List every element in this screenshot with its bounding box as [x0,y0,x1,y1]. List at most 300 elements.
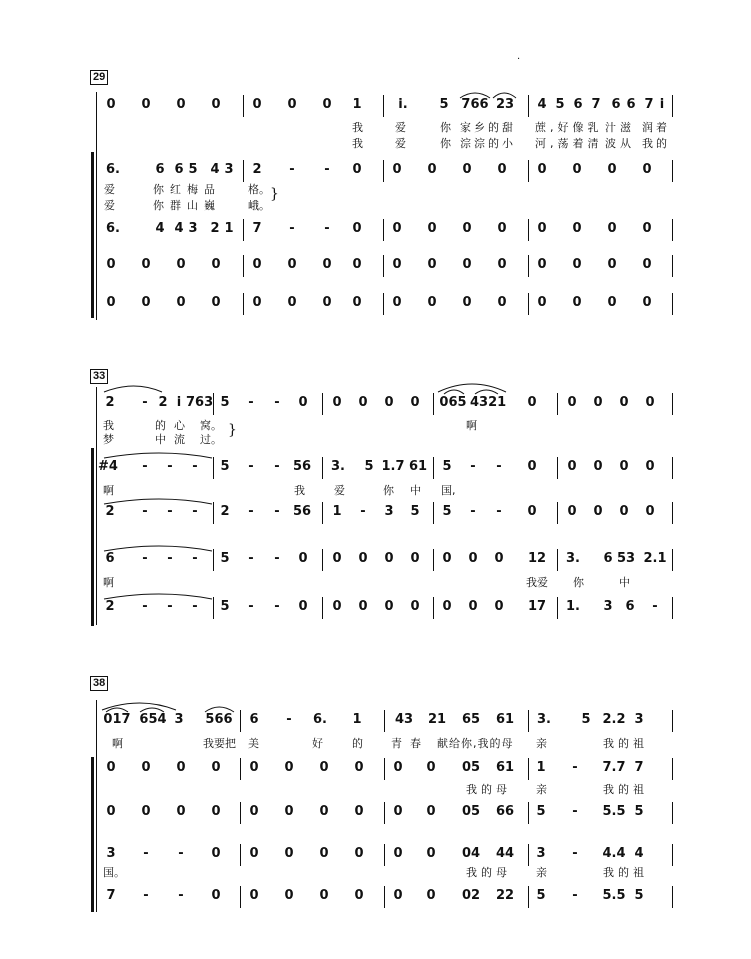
slur [0,696,751,720]
barline [383,255,384,277]
note: 4 [210,162,220,177]
lyric: 你 [440,121,451,134]
note: - [192,599,198,614]
note: - [572,888,578,903]
barline [243,219,244,241]
note: 0 [537,295,547,310]
note: 6 [105,551,115,566]
lyric-line [0,866,751,882]
lyric: 河,荡着清 [535,137,603,150]
lyric: 好 [312,737,323,750]
lyric: 的 [352,737,363,750]
note: 0 [384,395,394,410]
note: - [248,459,254,474]
note: 0 [527,395,537,410]
measure-number: 33 [90,369,108,384]
barline [528,886,529,908]
note: 0 [287,295,297,310]
note: 0 [468,599,478,614]
note: 0 [645,395,655,410]
note: 6 [603,551,613,566]
note: - [178,888,184,903]
lyric: 我的母 [466,866,511,879]
barline [672,219,673,241]
note: 017 [103,712,131,727]
lyric: 蔗,好像乳 [535,121,603,134]
note: - [470,504,476,519]
note: 0 [462,221,472,236]
note: 5 [634,804,644,819]
note: 0 [619,395,629,410]
note: 0 [211,760,221,775]
lyric: 我的祖 [603,866,648,879]
note: 0 [332,395,342,410]
note: 0 [527,459,537,474]
note: 0 [176,295,186,310]
staff-row-tenor [0,221,751,245]
note: 0 [354,846,364,861]
note: - [274,599,280,614]
note: 0 [319,888,329,903]
lyric-brace: } [228,422,237,438]
note: 0 [593,504,603,519]
slur [0,378,751,402]
note: 0 [211,804,221,819]
note: - [192,504,198,519]
note: 0 [332,551,342,566]
note: 1 [352,712,362,727]
lyric: 亲 [536,866,547,879]
note: - [274,504,280,519]
note: 0 [319,846,329,861]
note: - [360,504,366,519]
note: 0 [426,804,436,819]
lyric: 中 [619,576,630,589]
staff-row-bass-2 [0,888,751,912]
note: - [470,459,476,474]
note: 6 [626,97,636,112]
note: 0 [284,760,294,775]
note: 6. [313,712,327,727]
note: 0 [462,257,472,272]
barline [243,160,244,182]
note: 0 [393,846,403,861]
note: - [324,221,330,236]
note: 0 [354,888,364,903]
barline [672,160,673,182]
note: 5 [410,504,420,519]
note: i [176,395,182,410]
barline [384,844,385,866]
note: 2 [220,504,230,519]
note: 61 [495,760,515,775]
barline [384,758,385,780]
note: 0 [567,504,577,519]
note: 0 [384,551,394,566]
lyric: 国, [441,484,456,497]
note: 4 [537,97,547,112]
note: - [274,551,280,566]
lyric-brace: } [270,186,279,202]
note: - [324,162,330,177]
note: - [143,846,149,861]
barline [243,293,244,315]
note: 0 [249,846,259,861]
note: 0 [211,97,221,112]
note: 0 [106,760,116,775]
note: 0 [393,804,403,819]
note: 0 [392,257,402,272]
note: 0 [141,97,151,112]
note: 5 [442,504,452,519]
lyric-line [0,737,751,753]
note: 0 [642,257,652,272]
note: 0 [497,221,507,236]
note: 766 [461,97,489,112]
lyric: 爱 [334,484,345,497]
lyric: 啊 [466,419,477,432]
lyric: 啊 [112,737,123,750]
note: 3 [634,712,644,727]
note: 0 [607,295,617,310]
note: 4 [634,846,644,861]
barline [672,886,673,908]
lyric-line [0,199,751,215]
staff-row-tenor [0,804,751,828]
note: 5 [439,97,449,112]
note: 566 [205,712,233,727]
note: 0 [427,162,437,177]
note: 0 [462,162,472,177]
note: 3 [536,846,546,861]
note: 0 [427,295,437,310]
note: 3 [603,599,613,614]
lyric-line [0,783,751,799]
note: 0 [352,295,362,310]
note: 0 [392,162,402,177]
note: 0 [141,295,151,310]
note: 1. [566,599,580,614]
note: 0 [537,221,547,236]
note: - [248,551,254,566]
note: 5 [536,804,546,819]
note: 0 [358,551,368,566]
note: 2.1 [643,551,667,566]
note: 7 [106,888,116,903]
lyric: 你群山巍 [153,199,221,212]
note: i. [398,97,408,112]
note: 4 [174,221,184,236]
lyric: 亲 [536,737,547,750]
note: 0 [106,97,116,112]
note: 0 [468,551,478,566]
barline [240,886,241,908]
note: 2 [252,162,262,177]
lyric: 润着 [642,121,670,134]
note: 05 [461,760,481,775]
note: 0 [352,257,362,272]
lyric-line [0,137,751,153]
note: 3. [566,551,580,566]
lyric: 我的母 [466,783,511,796]
note: 0 [567,459,577,474]
note: 0 [322,257,332,272]
note: 3. [537,712,551,727]
note: 4321 [470,395,507,410]
note: 0 [426,846,436,861]
note: 0 [642,221,652,236]
note: 0 [384,599,394,614]
note: 0 [284,846,294,861]
note: 5 [220,599,230,614]
note: 1 [536,760,546,775]
lyric: 家乡的甜 [460,121,516,134]
note: 5 [220,395,230,410]
note: 3. [331,459,345,474]
note: - [167,599,173,614]
tie [0,587,751,607]
note: 0 [607,257,617,272]
barline [240,758,241,780]
note: - [496,459,502,474]
lyric: 爱 [104,183,115,196]
note: 6. [106,162,120,177]
note: 0 [494,599,504,614]
note: 0 [572,295,582,310]
lyric: 淙淙的小 [460,137,516,150]
note: 0 [211,888,221,903]
note: 1 [224,221,234,236]
barline [383,293,384,315]
note: 4.4 [602,846,626,861]
note: 0 [319,804,329,819]
note: 7 [634,760,644,775]
note: 53 [616,551,636,566]
note: 02 [461,888,481,903]
note: 0 [645,459,655,474]
note: 0 [462,295,472,310]
note: 61 [495,712,515,727]
note: 0 [211,295,221,310]
lyric: 献给你,我的母 [437,737,514,750]
tie [0,539,751,559]
barline [528,293,529,315]
note: - [572,846,578,861]
note: 12 [527,551,547,566]
staff-row-bass-1 [0,257,751,281]
note: - [142,504,148,519]
note: 21 [427,712,447,727]
note: 0 [392,295,402,310]
note: 0 [319,760,329,775]
note: 6 [174,162,184,177]
barline [528,219,529,241]
note: 0 [141,257,151,272]
lyric: 我的祖 [603,783,648,796]
note: - [167,504,173,519]
note: 5 [536,888,546,903]
note: 3 [174,712,184,727]
note: 0 [106,257,116,272]
note: 0 [284,888,294,903]
note: 0 [249,760,259,775]
note: 0 [352,162,362,177]
note: - [192,551,198,566]
slur [0,86,751,106]
note: 0 [393,760,403,775]
lyric: 青春 [391,737,429,750]
note: 5 [442,459,452,474]
barline [672,844,673,866]
lyric: 你 [573,576,584,589]
note: 0 [537,162,547,177]
note: 6 [611,97,621,112]
note: 0 [358,395,368,410]
note: 654 [139,712,167,727]
barline [240,844,241,866]
note: 23 [495,97,515,112]
lyric: 波从 [605,137,635,150]
note: 7.7 [602,760,626,775]
note: 0 [211,846,221,861]
note: 22 [495,888,515,903]
note: 5.5 [602,888,626,903]
note: 6 [625,599,635,614]
note: 0 [252,295,262,310]
note: - [289,162,295,177]
tie [0,446,751,466]
note: 0 [298,395,308,410]
note: - [248,599,254,614]
note: 0 [106,295,116,310]
lyric: 过。 [200,433,222,446]
note: 04 [461,846,481,861]
note: i [659,97,665,112]
note: 0 [497,257,507,272]
note: 2 [158,395,168,410]
note: 0 [567,395,577,410]
note: 0 [427,221,437,236]
note: 61 [408,459,428,474]
note: 0 [619,504,629,519]
barline [672,255,673,277]
note: 0 [249,888,259,903]
measure-number: 29 [90,70,108,85]
note: - [248,504,254,519]
barline [240,802,241,824]
note: - [274,395,280,410]
note: 7 [252,221,262,236]
note: - [192,459,198,474]
note: 0 [393,888,403,903]
lyric: 我 [294,484,305,497]
barline [672,758,673,780]
note: 0 [322,295,332,310]
note: 6 [155,162,165,177]
measure-number: 38 [90,676,108,691]
lyric: 美 [248,737,259,750]
lyric: 的心 [155,419,193,432]
barline [672,293,673,315]
note: 0 [322,97,332,112]
lyric: 我的祖 [603,737,648,750]
note: 5 [364,459,374,474]
note: 0 [410,551,420,566]
barline [384,886,385,908]
barline [528,758,529,780]
note: 0 [249,804,259,819]
note: 0 [354,804,364,819]
barline [528,844,529,866]
note: 56 [292,504,312,519]
note: 0 [642,162,652,177]
note: 2.2 [602,712,626,727]
lyric: 我 [103,419,114,432]
note: 2 [105,395,115,410]
lyric: 你红梅品 [153,183,221,196]
lyric: 我的 [642,137,670,150]
note: 17 [527,599,547,614]
lyric: 我要把 [203,737,236,750]
note: 0 [176,97,186,112]
staff-row-bass-2 [0,295,751,319]
note: 3 [188,221,198,236]
note: 0 [284,804,294,819]
note: 6. [106,221,120,236]
lyric: 梦 [103,433,114,446]
note: 0 [176,257,186,272]
note: - [142,599,148,614]
lyric: 爱 [395,121,406,134]
note: 0 [572,162,582,177]
note: 065 [439,395,467,410]
note: - [178,846,184,861]
note: 0 [298,599,308,614]
note: 0 [593,395,603,410]
lyric: 亲 [536,783,547,796]
lyric: 窝。 [200,419,222,432]
note: 0 [497,295,507,310]
note: - [572,804,578,819]
note: 5 [220,459,230,474]
note: - [286,712,292,727]
note: 0 [442,551,452,566]
note: 0 [252,97,262,112]
note: 0 [607,162,617,177]
barline [528,255,529,277]
lyric: 啊 [103,576,114,589]
note: 3 [384,504,394,519]
note: 2 [210,221,220,236]
note: - [142,395,148,410]
stray-dot: . [517,51,521,62]
note: 0 [352,221,362,236]
lyric: 我爱 [526,576,548,589]
note: 0 [410,395,420,410]
note: 0 [593,459,603,474]
note: 0 [332,599,342,614]
note: 4 [155,221,165,236]
note: 0 [410,599,420,614]
lyric: 爱 [104,199,115,212]
barline [528,160,529,182]
lyric: 你 [440,137,451,150]
note: - [248,395,254,410]
lyric: 格。 [248,183,270,196]
note: 05 [461,804,481,819]
note: 0 [572,257,582,272]
note: 7 [591,97,601,112]
